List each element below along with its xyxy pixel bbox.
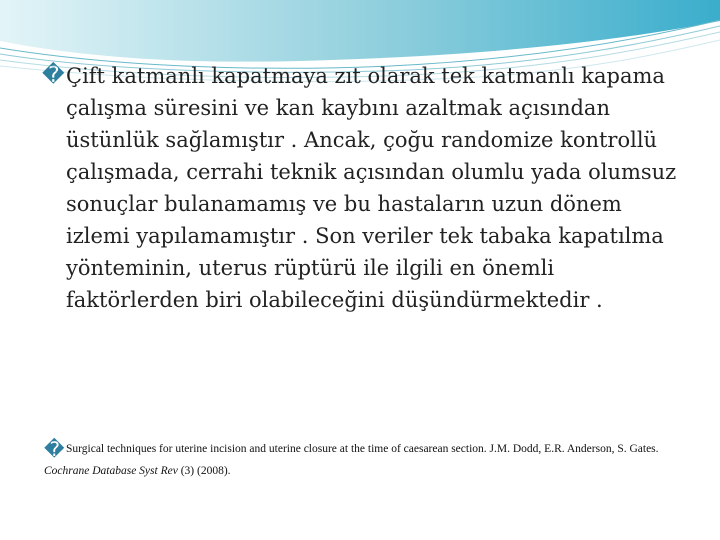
reference-citation <box>44 438 670 482</box>
reference-text-before: Surgical techniques for uterine incision and uterine closure at the time of caesarean section. J.M. Dodd, E.R. Anderson, S. Gates. <box>66 443 659 455</box>
slide-content <box>42 60 692 316</box>
reference-journal: Cochrane Database Syst Rev <box>44 465 178 477</box>
main-paragraph-text: Çift katmanlı kapatmaya zıt olarak tek katmanlı kapama çalışma süresini ve kan kaybını azaltmak açısından üstünlük sağlamıştır . Ancak, çoğu randomize kontrollü çalışmada, cerrahi teknik açısından olumlu yada olumsuz sonuçlar bulanamamış ve bu hastaların uzun dönem izlemi yapılamamıştır . Son veriler tek tabaka kapatılma yönteminin, uterus rüptürü ile ilgili en önemli faktörlerden biri olabileceğini düşündürmektedir . <box>66 64 677 312</box>
bullet-icon: � <box>42 63 65 88</box>
main-paragraph <box>42 60 692 316</box>
reference-text-after: (3) (2008). <box>177 465 231 477</box>
reference-bullet-icon: � <box>44 437 65 461</box>
